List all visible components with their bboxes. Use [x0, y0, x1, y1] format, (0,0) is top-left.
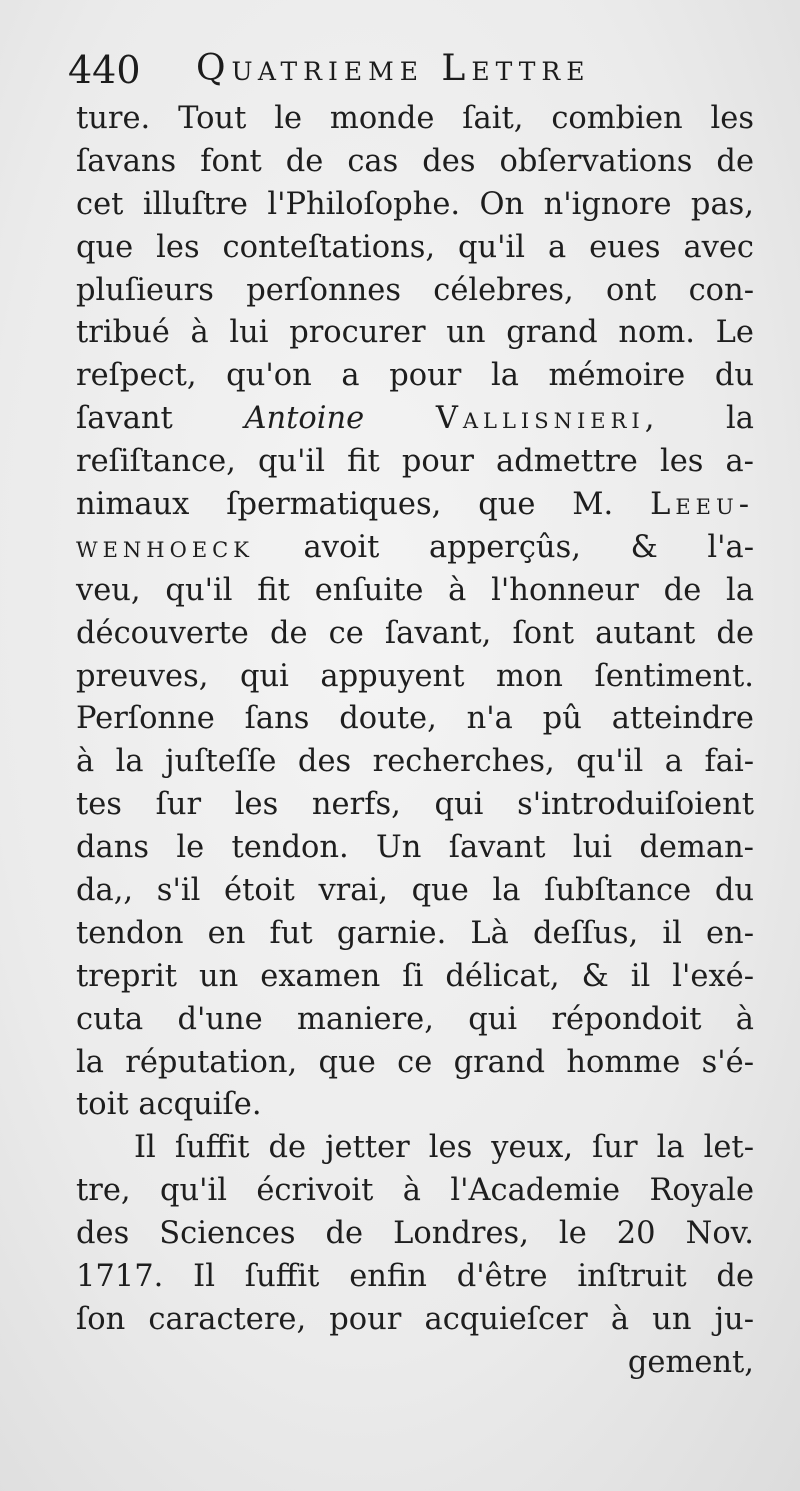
running-title: Quatrieme Lettre [196, 48, 591, 89]
line-text: , la [644, 401, 754, 437]
text-line: dans le tendon. Un ſavant lui deman- [76, 830, 754, 866]
text-line: à la juſteſſe des recherches, qu'il a fai- [76, 744, 754, 780]
text-line: tendon en fut garnie. Là deſſus, il en- [76, 915, 754, 951]
text-line: reſpect, qu'on a pour la mémoire du [76, 358, 754, 394]
line-text: ſavant [76, 401, 245, 437]
text-line: la réputation, que ce grand homme s'é- [76, 1044, 754, 1080]
text-line: reſiſtance, qu'il fit pour admettre les a- [76, 444, 754, 480]
text-line: découverte de ce ſavant, ſont autant de [76, 615, 754, 651]
text-line: 1717. Il ſuffit enfin d'être inſtruit de [76, 1259, 754, 1295]
text-line: que les conteſtations, qu'il a eues avec [76, 229, 754, 265]
text-line: ſon caractere, pour acquieſcer à un ju- [76, 1301, 754, 1337]
text-line: toit acquiſe. [76, 1087, 262, 1123]
text-line: da,, s'il étoit vrai, que la ſubſtance du [76, 873, 754, 909]
text-line: tre, qu'il écrivoit à l'Academie Royale [76, 1173, 754, 1209]
text-line: tes ſur les nerfs, qui s'introduiſoient [76, 787, 754, 823]
line-text: avoit apperçûs, & l'a- [253, 529, 754, 565]
text-line [76, 527, 754, 570]
text-line: Perſonne ſans doute, n'a pû atteindre [76, 701, 754, 737]
text-line: preuves, qui appuyent mon ſentiment. [76, 658, 754, 694]
page-header [68, 42, 748, 102]
text-line: cet illuſtre l'Philoſophe. On n'ignore pas, [76, 186, 754, 222]
line-text: nimaux ſpermatiques, que M. [76, 487, 651, 523]
text-line: tribué à lui procurer un grand nom. Le [76, 315, 754, 351]
small-caps-name: Leeu- [650, 487, 754, 523]
text-line: des Sciences de Londres, le 20 Nov. [76, 1216, 754, 1252]
text-line: Il ſuffit de jetter les yeux, ſur la let- [134, 1130, 754, 1166]
text-line [76, 398, 754, 441]
text-line: ture. Tout le monde ſait, combien les [76, 101, 754, 136]
body-text [76, 98, 754, 1385]
catchword: gement, [627, 1344, 754, 1380]
text-line: pluſieurs perſonnes célebres, ont con- [76, 272, 754, 308]
text-line [76, 484, 754, 527]
small-caps-name: Vallisnieri [435, 401, 645, 437]
line-text [364, 401, 436, 436]
italic-name: Antoine [244, 401, 365, 437]
text-line: veu, qu'il fit enſuite à l'honneur de la [76, 572, 754, 608]
page-number: 440 [68, 48, 141, 92]
small-caps-name: wenhoeck [76, 529, 254, 565]
text-line: treprit un examen ſi délicat, & il l'exé- [76, 958, 754, 994]
text-line: ſavans font de cas des obſervations de [76, 143, 754, 179]
text-line: cuta d'une maniere, qui répondoit à [76, 1001, 754, 1037]
